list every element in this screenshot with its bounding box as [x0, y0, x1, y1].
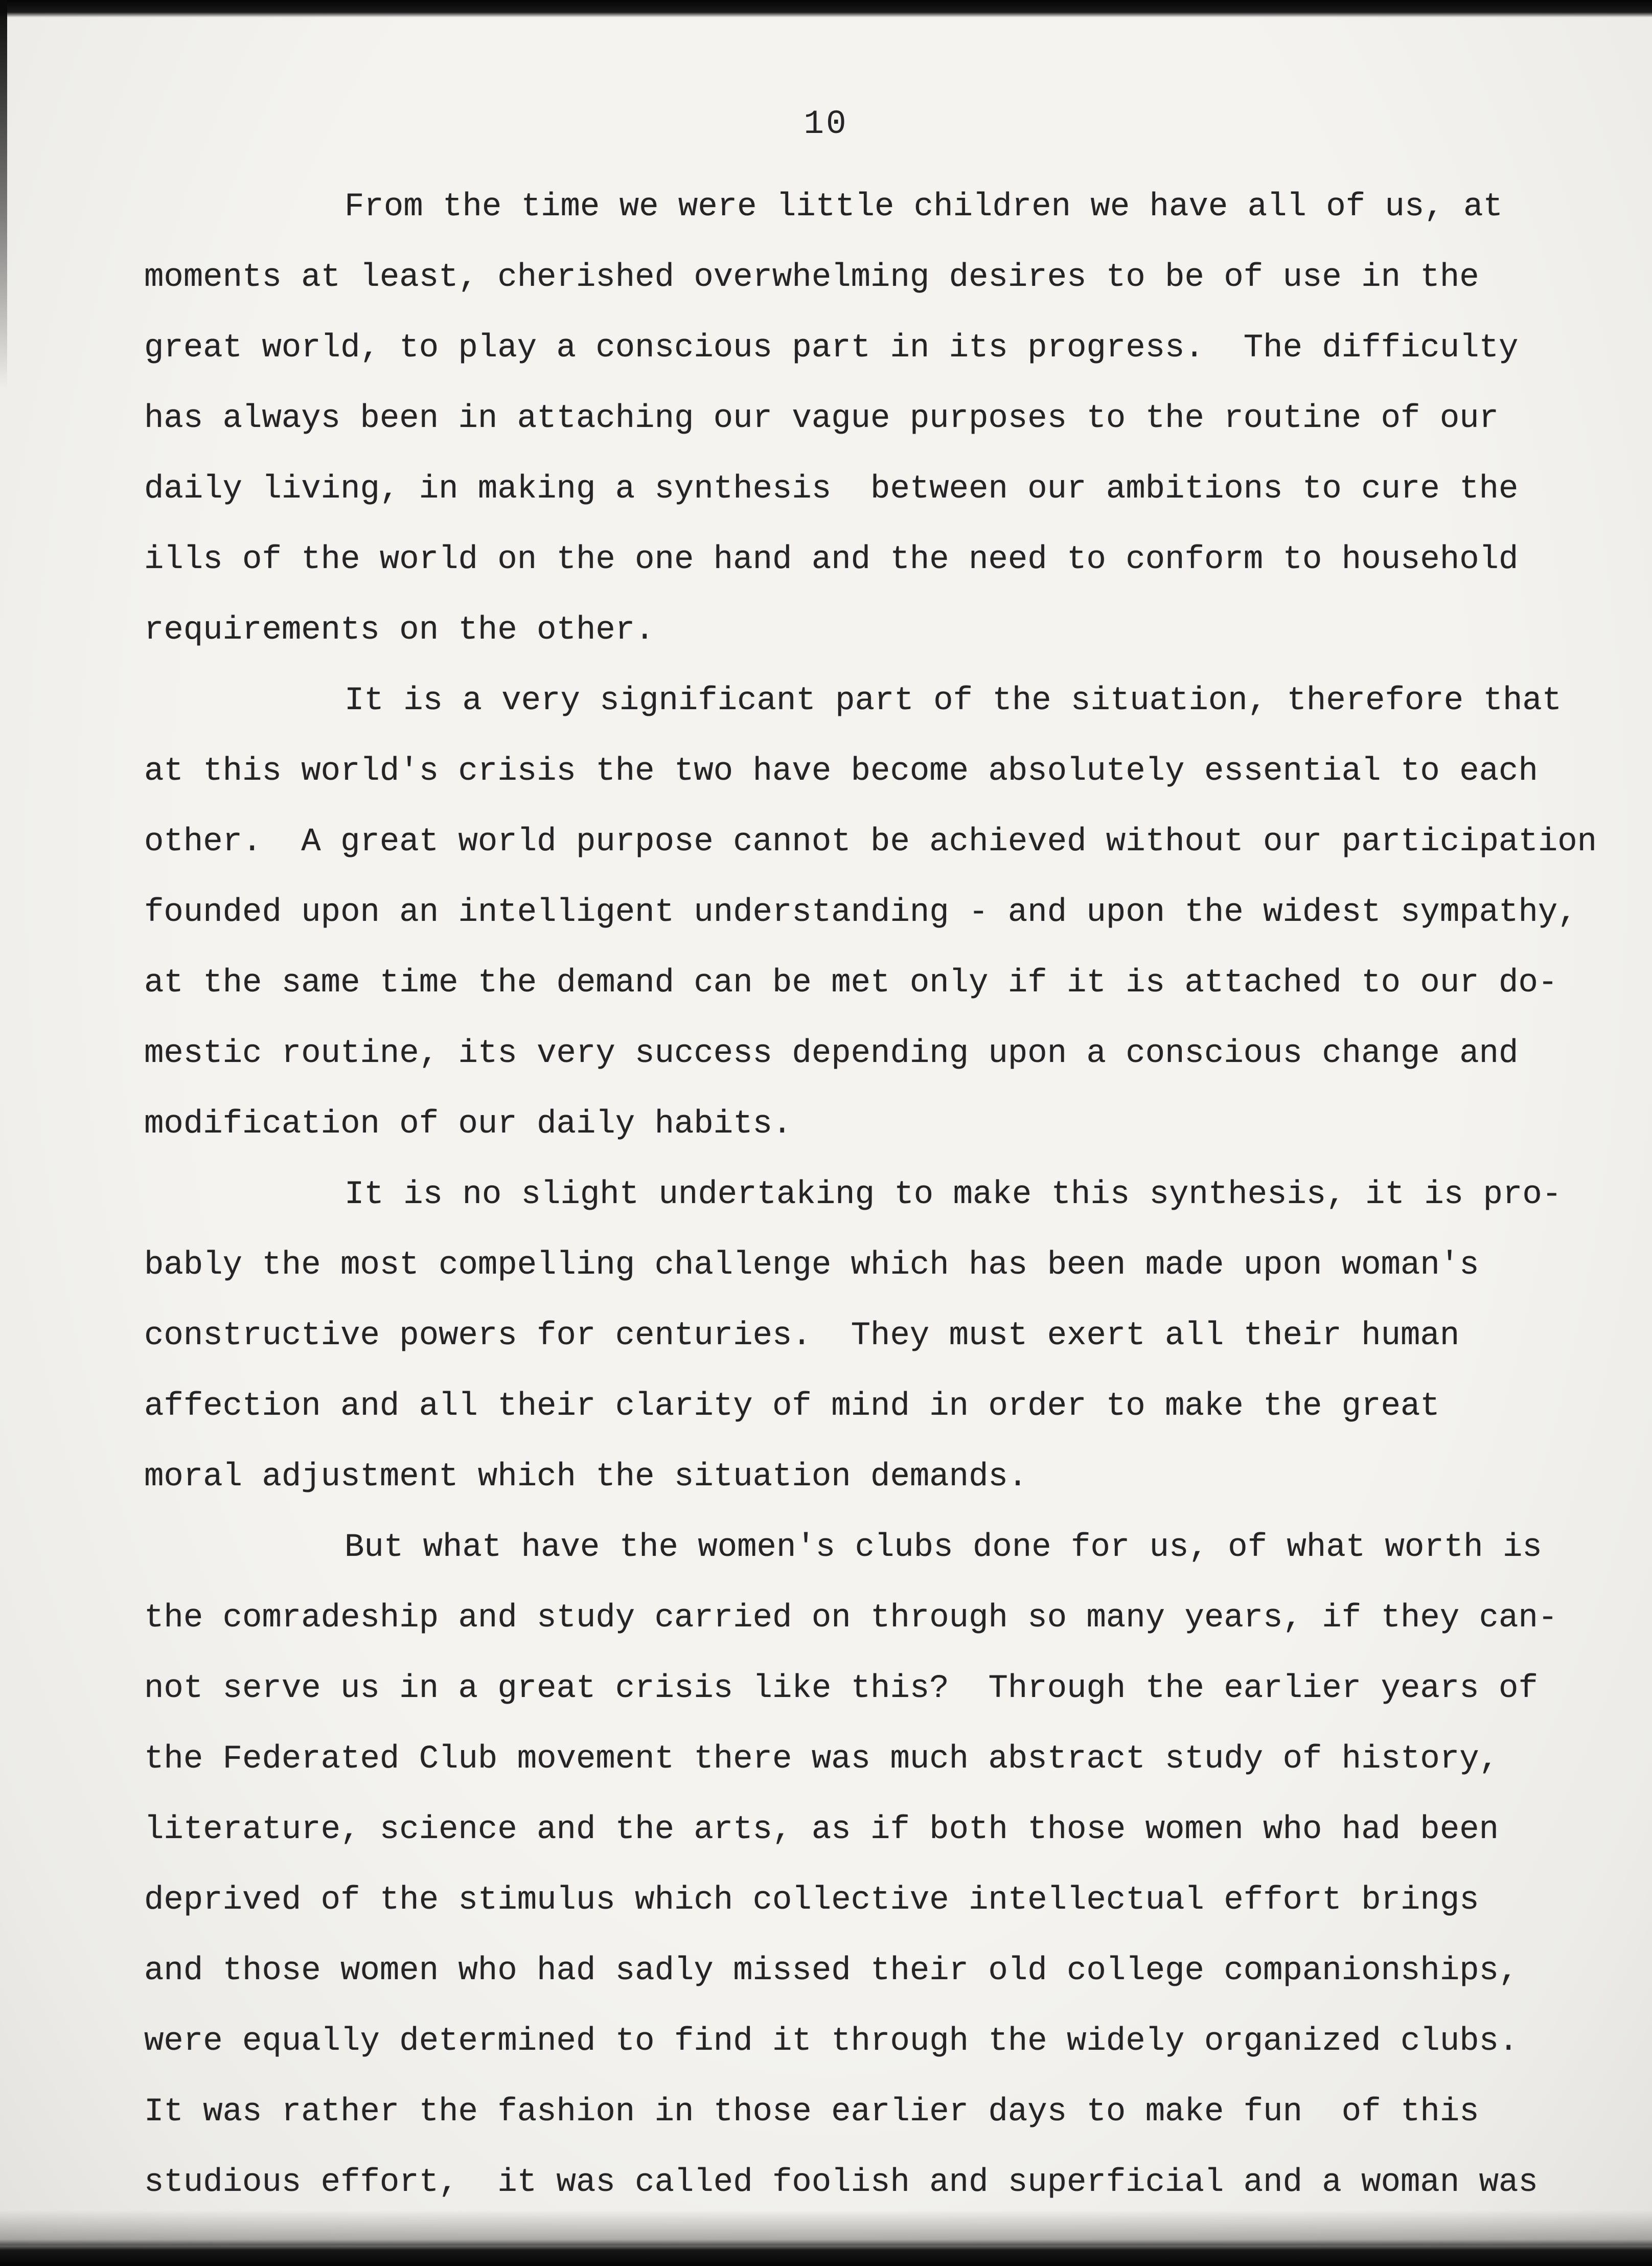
- text-line: bably the most compelling challenge which has been made upon woman's: [144, 1247, 1479, 1284]
- text-line: It is no slight undertaking to make this synthesis, it is pro-: [345, 1176, 1562, 1213]
- scan-edge-bottom: [0, 2239, 1652, 2266]
- scan-edge-left: [0, 0, 7, 389]
- text-line: From the time we were little children we have all of us, at: [345, 189, 1503, 225]
- text-line: But what have the women's clubs done for us, of what worth is: [345, 1529, 1542, 1566]
- text-line: ills of the world on the one hand and the need to conform to household: [144, 541, 1519, 578]
- text-line: mestic routine, its very success depending upon a conscious change and: [144, 1035, 1519, 1072]
- text-line: at this world's crisis the two have become absolutely essential to each: [144, 753, 1538, 790]
- paragraph: [144, 1160, 1565, 1512]
- text-line: It was rather the fashion in those earlier days to make fun of this: [144, 2094, 1479, 2131]
- page-number: 10: [804, 105, 848, 143]
- paragraph: [144, 1512, 1565, 2218]
- scan-edge-top: [0, 0, 1652, 17]
- text-line: at the same time the demand can be met only if it is attached to our do-: [144, 965, 1558, 1002]
- text-line: great world, to play a conscious part in its progress. The difficulty: [144, 330, 1519, 367]
- text-line: the Federated Club movement there was much abstract study of history,: [144, 1741, 1499, 1778]
- text-line: constructive powers for centuries. They must exert all their human: [144, 1318, 1460, 1354]
- text-line: were equally determined to find it through the widely organized clubs.: [144, 2023, 1519, 2060]
- text-line: It is a very significant part of the situation, therefore that: [345, 683, 1562, 719]
- text-line: deprived of the stimulus which collective intellectual effort brings: [144, 1882, 1479, 1919]
- text-line: requirements on the other.: [144, 612, 655, 649]
- text-line: founded upon an intelligent understanding - and upon the widest sympathy,: [144, 894, 1577, 931]
- text-line: literature, science and the arts, as if both those women who had been: [144, 1811, 1499, 1848]
- text-line: studious effort, it was called foolish and superficial and a woman was: [144, 2164, 1538, 2201]
- text-line: moral adjustment which the situation demands.: [144, 1459, 1028, 1495]
- text-line: moments at least, cherished overwhelming desires to be of use in the: [144, 259, 1479, 296]
- text-line: daily living, in making a synthesis between our ambitions to cure the: [144, 471, 1519, 508]
- paragraph: [144, 172, 1565, 666]
- text-line: affection and all their clarity of mind in order to make the great: [144, 1388, 1440, 1425]
- text-line: modification of our daily habits.: [144, 1106, 792, 1143]
- text-line: has always been in attaching our vague purposes to the routine of our: [144, 400, 1499, 437]
- paragraph: [144, 666, 1597, 1160]
- page-body: [144, 172, 1597, 2218]
- text-line: and those women who had sadly missed their old college companionships,: [144, 1953, 1519, 1989]
- text-line: not serve us in a great crisis like this? Through the earlier years of: [144, 1670, 1538, 1707]
- text-line: the comradeship and study carried on through so many years, if they can-: [144, 1600, 1558, 1637]
- text-line: other. A great world purpose cannot be achieved without our participation: [144, 824, 1597, 860]
